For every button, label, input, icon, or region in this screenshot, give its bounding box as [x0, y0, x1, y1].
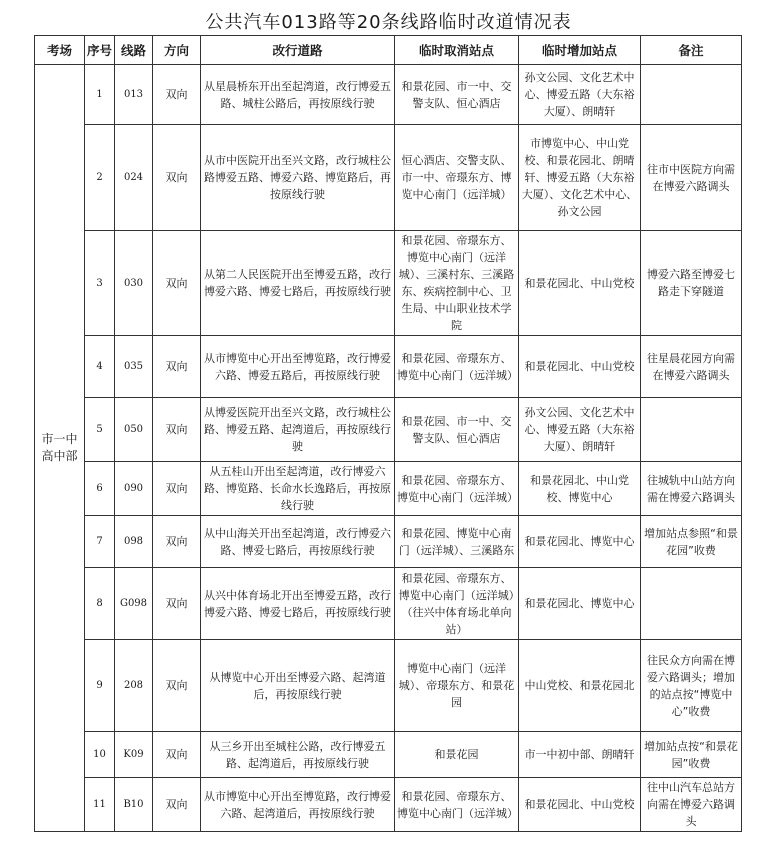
route-cell: 从市博览中心开出至博览路，改行博爱六路、起湾道后，再按原线行驶 — [201, 778, 395, 832]
line-cell: G098 — [115, 568, 153, 640]
header-cancel-stops: 临时取消站点 — [395, 36, 519, 65]
line-cell: 013 — [115, 65, 153, 125]
row-number-cell: 1 — [85, 65, 115, 125]
route-cell: 从市中医院开出至兴文路，改行城柱公路博爱五路、博爱六路、博览路后，再按原线行驶 — [201, 125, 395, 231]
venue-cell: 市一中高中部 — [35, 65, 85, 832]
add-stops-cell: 和景花园北、中山党校 — [519, 231, 641, 336]
direction-cell: 双向 — [153, 568, 201, 640]
add-stops-cell: 和景花园北、博览中心 — [519, 568, 641, 640]
note-cell: 往星晨花园方向需在博爱六路调头 — [641, 336, 742, 398]
table-row — [35, 516, 742, 568]
line-cell: 050 — [115, 398, 153, 462]
cancel-stops-cell: 和景花园、市一中、交警支队、恒心酒店 — [395, 65, 519, 125]
row-number-cell: 6 — [85, 462, 115, 516]
direction-cell: 双向 — [153, 516, 201, 568]
direction-cell: 双向 — [153, 65, 201, 125]
route-cell: 从中山海关开出至起湾道，改行博爱六路、博爱七路后，再按原线行驶 — [201, 516, 395, 568]
header-note: 备注 — [641, 36, 742, 65]
route-cell: 从博览中心开出至博爱六路、起湾道后，再按原线行驶 — [201, 640, 395, 732]
line-cell: B10 — [115, 778, 153, 832]
row-number-cell: 5 — [85, 398, 115, 462]
table-row — [35, 65, 742, 125]
direction-cell: 双向 — [153, 336, 201, 398]
note-cell: 往中山汽车总站方向需在博爱六路调头 — [641, 778, 742, 832]
page-title: 公共汽车013路等20条线路临时改道情况表 — [205, 12, 572, 33]
line-cell: 098 — [115, 516, 153, 568]
row-number-cell: 4 — [85, 336, 115, 398]
header-route: 改行道路 — [201, 36, 395, 65]
table-row — [35, 125, 742, 231]
direction-cell: 双向 — [153, 462, 201, 516]
row-number-cell: 8 — [85, 568, 115, 640]
add-stops-cell: 和景花园北、中山党校 — [519, 336, 641, 398]
table-header-row — [35, 36, 742, 65]
row-number-cell: 2 — [85, 125, 115, 231]
line-cell: 090 — [115, 462, 153, 516]
add-stops-cell: 市博览中心、中山党校、和景花园北、朗晴轩、博爱五路（大东裕大厦）、文化艺术中心、孙文公园 — [519, 125, 641, 231]
table-row — [35, 462, 742, 516]
header-add-stops: 临时增加站点 — [519, 36, 641, 65]
cancel-stops-cell: 博览中心南门（远洋城）、帝璟东方、和景花园 — [395, 640, 519, 732]
route-cell: 从兴中体育场北开出至博爱五路，改行博爱六路、博爱七路后，再按原线行驶 — [201, 568, 395, 640]
direction-cell: 双向 — [153, 778, 201, 832]
line-cell: 035 — [115, 336, 153, 398]
add-stops-cell: 孙文公园、文化艺术中心、博爱五路（大东裕大厦）、朗晴轩 — [519, 65, 641, 125]
table-row — [35, 778, 742, 832]
table-row — [35, 732, 742, 778]
header-direction: 方向 — [153, 36, 201, 65]
add-stops-cell: 和景花园北、中山党校 — [519, 778, 641, 832]
direction-cell: 双向 — [153, 732, 201, 778]
cancel-stops-cell: 和景花园、帝璟东方、博览中心南门（远洋城）（往兴中体育场北单向站） — [395, 568, 519, 640]
row-number-cell: 7 — [85, 516, 115, 568]
add-stops-cell: 和景花园北、博览中心 — [519, 516, 641, 568]
route-cell: 从星晨桥东开出至起湾道，改行博爱五路、城柱公路后，再按原线行驶 — [201, 65, 395, 125]
table-row — [35, 336, 742, 398]
note-cell: 往市中医院方向需在博爱六路调头 — [641, 125, 742, 231]
direction-cell: 双向 — [153, 398, 201, 462]
route-cell: 从博爱医院开出至兴文路，改行城柱公路、博爱五路、起湾道后，再按原线行驶 — [201, 398, 395, 462]
cancel-stops-cell: 和景花园、帝璟东方、博览中心南门（远洋城） — [395, 336, 519, 398]
row-number-cell: 3 — [85, 231, 115, 336]
note-cell — [641, 398, 742, 462]
note-cell: 博爱六路至博爱七路走下穿隧道 — [641, 231, 742, 336]
note-cell: 增加站点按“和景花园”收费 — [641, 732, 742, 778]
cancel-stops-cell: 和景花园 — [395, 732, 519, 778]
line-cell: 024 — [115, 125, 153, 231]
table-row — [35, 568, 742, 640]
route-cell: 从五桂山开出至起湾道，改行博爱六路、博览路、长命水长逸路后，再按原线行驶 — [201, 462, 395, 516]
direction-cell: 双向 — [153, 125, 201, 231]
table-row — [35, 640, 742, 732]
note-cell: 往城轨中山站方向需在博爱六路调头 — [641, 462, 742, 516]
row-number-cell: 9 — [85, 640, 115, 732]
route-change-table — [34, 35, 742, 832]
note-cell: 增加站点参照“和景花园”收费 — [641, 516, 742, 568]
route-cell: 从第二人民医院开出至博爱五路，改行博爱六路、博爱七路后，再按原线行驶 — [201, 231, 395, 336]
header-venue: 考场 — [35, 36, 85, 65]
note-cell — [641, 568, 742, 640]
table-row — [35, 231, 742, 336]
add-stops-cell: 中山党校、和景花园北 — [519, 640, 641, 732]
cancel-stops-cell: 恒心酒店、交警支队、市一中、帝璟东方、博览中心南门（远洋城） — [395, 125, 519, 231]
add-stops-cell: 和景花园北、中山党校、博览中心 — [519, 462, 641, 516]
line-cell: 208 — [115, 640, 153, 732]
add-stops-cell: 孙文公园、文化艺术中心、博爱五路（大东裕大厦）、朗晴轩 — [519, 398, 641, 462]
note-cell: 往民众方向需在博爱六路调头；增加的站点按“博览中心”收费 — [641, 640, 742, 732]
row-number-cell: 11 — [85, 778, 115, 832]
table-row — [35, 398, 742, 462]
route-cell: 从三乡开出至城柱公路，改行博爱五路、起湾道后，再按原线行驶 — [201, 732, 395, 778]
line-cell: K09 — [115, 732, 153, 778]
direction-cell: 双向 — [153, 640, 201, 732]
note-cell — [641, 65, 742, 125]
row-number-cell: 10 — [85, 732, 115, 778]
cancel-stops-cell: 和景花园、帝璟东方、博览中心南门（远洋城） — [395, 778, 519, 832]
direction-cell: 双向 — [153, 231, 201, 336]
route-cell: 从市博览中心开出至博览路，改行博爱六路、博爱五路后，再按原线行驶 — [201, 336, 395, 398]
cancel-stops-cell: 和景花园、帝璟东方、博览中心南门（远洋城）、三溪村东、三溪路东、疾病控制中心、卫生局、中山职业技术学院 — [395, 231, 519, 336]
header-line: 线路 — [115, 36, 153, 65]
cancel-stops-cell: 和景花园、市一中、交警支队、恒心酒店 — [395, 398, 519, 462]
add-stops-cell: 市一中初中部、朗晴轩 — [519, 732, 641, 778]
line-cell: 030 — [115, 231, 153, 336]
cancel-stops-cell: 和景花园、博览中心南门（远洋城）、三溪路东 — [395, 516, 519, 568]
header-no: 序号 — [85, 36, 115, 65]
cancel-stops-cell: 和景花园、帝璟东方、博览中心南门（远洋城） — [395, 462, 519, 516]
